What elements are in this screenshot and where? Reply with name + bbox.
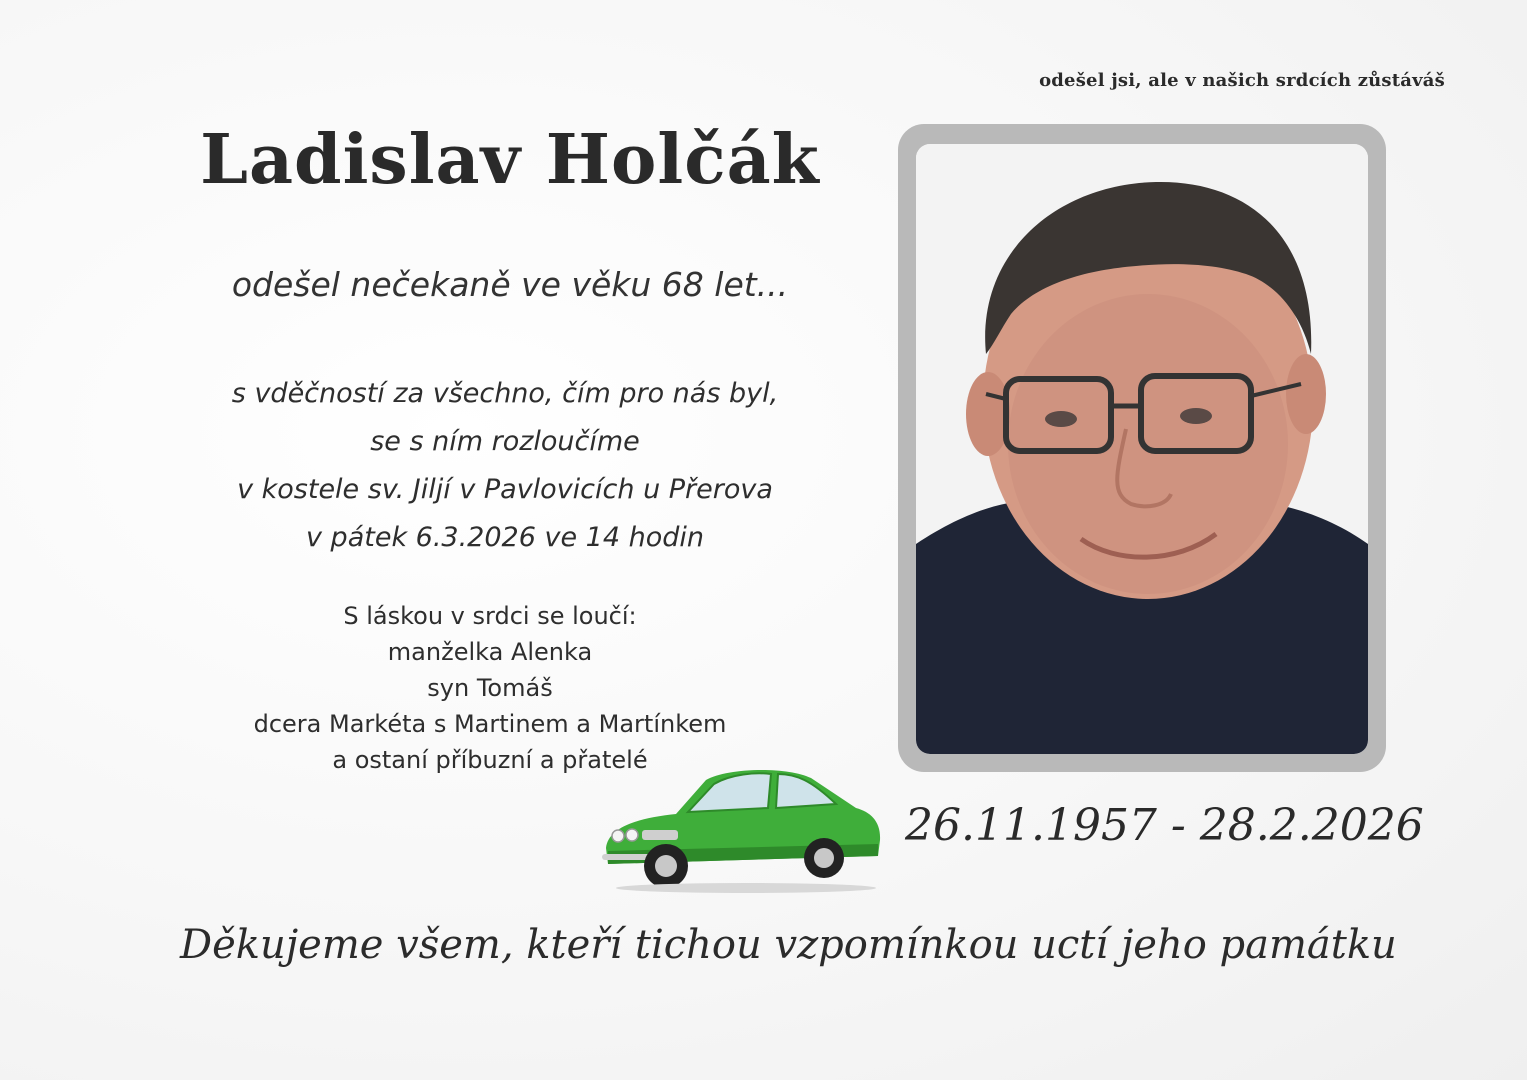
mourners-line: manželka Alenka xyxy=(387,638,593,666)
motto-text: odešel jsi, ale v našich srdcích zůstáváš xyxy=(1039,70,1445,91)
mourners-line: S láskou v srdci se loučí: xyxy=(343,602,637,630)
vintage-car-icon xyxy=(596,756,886,896)
ceremony-line: se s ním rozloučíme xyxy=(370,426,640,457)
mourners-line: a ostaní příbuzní a přatelé xyxy=(332,746,648,774)
ceremony-details xyxy=(150,370,860,562)
thanks-message: Děkujeme všem, kteří tichou vzpomínkou uctí jeho památku xyxy=(180,922,1397,968)
ceremony-line: v pátek 6.3.2026 ve 14 hodin xyxy=(306,522,704,553)
mourners-line: dcera Markéta s Martinem a Martínkem xyxy=(253,710,727,738)
mourners-list xyxy=(190,598,790,778)
age-subtitle: odešel nečekaně ve věku 68 let... xyxy=(231,265,789,304)
ceremony-line: s vděčností za všechno, čím pro nás byl, xyxy=(231,378,779,409)
ceremony-line: v kostele sv. Jiljí v Pavlovicích u Přerova xyxy=(237,474,773,505)
portrait-illustration xyxy=(916,144,1368,754)
deceased-name: Ladislav Holčák xyxy=(200,120,820,200)
mourners-line: syn Tomáš xyxy=(427,674,553,702)
life-dates: 26.11.1957 - 28.2.2026 xyxy=(905,800,1424,851)
portrait-photo xyxy=(916,144,1368,754)
portrait-frame xyxy=(898,124,1386,772)
